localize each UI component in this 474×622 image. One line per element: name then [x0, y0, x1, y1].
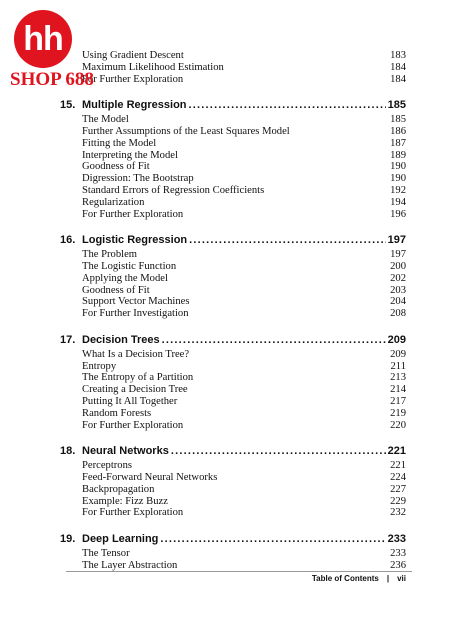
toc-entry[interactable]: [82, 50, 406, 62]
chapter-number: 18.: [60, 445, 76, 458]
toc-entry[interactable]: [82, 62, 406, 74]
entry-title: Perceptrons: [82, 460, 133, 472]
entry-page: 233: [390, 548, 406, 559]
toc-chapter[interactable]: [60, 98, 406, 112]
toc-chapter[interactable]: [60, 233, 406, 247]
toc-entry[interactable]: [82, 197, 406, 209]
entry-title: What Is a Decision Tree?: [82, 348, 190, 360]
chapter-title: Multiple Regression: [82, 99, 187, 112]
toc-entry[interactable]: [82, 460, 406, 472]
entry-title: Applying the Model: [82, 272, 168, 284]
chapter-number: 17.: [60, 334, 76, 346]
entry-page: 190: [390, 161, 406, 173]
entry-title: Support Vector Machines: [82, 296, 190, 308]
entry-title: Fitting the Model: [82, 137, 157, 149]
entry-title: For Further Exploration: [82, 419, 184, 431]
entry-title: Feed-Forward Neural Networks: [82, 472, 218, 483]
entry-page: 217: [390, 396, 406, 407]
toc-entry[interactable]: [82, 296, 406, 308]
entry-page: 192: [390, 185, 406, 196]
entry-page: 194: [390, 196, 406, 208]
toc-entry[interactable]: [82, 185, 406, 197]
entry-page: 200: [390, 261, 406, 272]
footer-page-number: vii: [397, 574, 406, 583]
entry-title: The Model: [82, 114, 129, 126]
entry-page: 224: [390, 472, 406, 483]
toc-entry[interactable]: [82, 285, 406, 297]
entry-page: 229: [390, 495, 406, 507]
toc-entry[interactable]: [82, 173, 406, 185]
toc-entry[interactable]: [82, 308, 406, 320]
shop-logo: [6, 10, 94, 90]
entry-title: The Problem: [82, 249, 138, 261]
toc-entry[interactable]: [82, 496, 406, 508]
entry-page: 184: [390, 61, 406, 73]
toc-entry[interactable]: [82, 372, 406, 384]
toc-entry[interactable]: [82, 472, 406, 484]
entry-page: 220: [390, 419, 406, 431]
chapter-page: 185: [387, 99, 406, 112]
entry-page: 208: [390, 308, 406, 320]
toc-entry[interactable]: [82, 349, 406, 361]
entry-page: 221: [390, 460, 406, 472]
entry-page: 213: [390, 372, 406, 384]
entry-title: Random Forests: [82, 407, 152, 419]
entry-page: 203: [390, 284, 406, 296]
entry-page: 209: [390, 348, 406, 360]
chapter-page: 209: [387, 334, 406, 346]
toc-entry[interactable]: [82, 548, 406, 560]
chapter-title: Deep Learning: [82, 533, 159, 546]
dot-leader: [171, 444, 386, 458]
entry-page: 214: [390, 384, 406, 396]
entry-page: 190: [390, 173, 406, 185]
toc-entry[interactable]: [82, 361, 406, 373]
entry-page: 211: [390, 360, 406, 372]
toc-entry[interactable]: [82, 126, 406, 138]
entry-title: For Further Investigation: [82, 308, 189, 320]
toc-entry[interactable]: [82, 408, 406, 420]
entry-page: 204: [390, 296, 406, 308]
chapter-title: Logistic Regression: [82, 234, 188, 247]
entry-title: Putting It All Together: [82, 396, 178, 407]
toc-entry[interactable]: [82, 396, 406, 408]
page-footer: [312, 574, 406, 583]
entry-page: 187: [390, 137, 406, 149]
dot-leader: [189, 233, 386, 247]
entry-page: 227: [390, 483, 406, 495]
toc-chapter[interactable]: [60, 333, 406, 347]
toc-entry[interactable]: [82, 507, 406, 519]
toc-chapter[interactable]: [60, 532, 406, 546]
entry-title: Goodness of Fit: [82, 161, 150, 173]
entry-title: The Entropy of a Partition: [82, 372, 194, 384]
dot-leader: [162, 333, 386, 347]
logo-shop-text: SHOP 688: [10, 69, 94, 90]
chapter-number: 16.: [60, 234, 76, 247]
entry-title: Interpreting the Model: [82, 149, 178, 161]
entry-title: Digression: The Bootstrap: [82, 173, 194, 185]
entry-title: For Further Exploration: [82, 507, 184, 519]
entry-title: The Logistic Function: [82, 261, 177, 272]
entry-page: 197: [390, 249, 406, 261]
footer-rule: [66, 571, 412, 572]
toc-entry[interactable]: [82, 261, 406, 273]
entry-title: Goodness of Fit: [82, 284, 150, 296]
entry-title: Standard Errors of Regression Coefficients: [82, 185, 265, 196]
entry-page: 196: [390, 208, 406, 220]
chapter-page: 233: [387, 533, 406, 546]
toc-entry[interactable]: [82, 484, 406, 496]
toc-entry[interactable]: [82, 560, 406, 572]
entry-title: Regularization: [82, 196, 145, 208]
toc-entry[interactable]: [82, 138, 406, 150]
entry-title: Backpropagation: [82, 483, 155, 495]
entry-title: The Tensor: [82, 548, 130, 559]
toc-entry[interactable]: [82, 150, 406, 162]
entry-page: 219: [390, 407, 406, 419]
toc-entry[interactable]: [82, 384, 406, 396]
entry-page: 232: [390, 507, 406, 519]
chapter-title: Decision Trees: [82, 334, 160, 346]
entry-page: 186: [390, 126, 406, 137]
entry-page: 185: [390, 114, 406, 126]
entry-page: 236: [390, 559, 406, 571]
toc-entry[interactable]: [82, 273, 406, 285]
entry-title: Entropy: [82, 360, 117, 372]
entry-title: Using Gradient Descent: [82, 50, 184, 61]
logo-badge: [14, 10, 72, 68]
chapter-page: 197: [387, 234, 406, 247]
dot-leader: [160, 532, 385, 546]
entry-title: Further Assumptions of the Least Squares Model: [82, 126, 290, 137]
entry-title: For Further Exploration: [82, 208, 184, 220]
footer-section-title: Table of Contents: [311, 574, 379, 583]
entry-title: Maximum Likelihood Estimation: [82, 61, 224, 73]
logo-badge-text: hh: [23, 19, 63, 58]
chapter-page: 221: [387, 445, 406, 458]
toc-entry[interactable]: [82, 74, 406, 86]
dot-leader: [189, 98, 386, 112]
chapter-number: 15.: [60, 99, 76, 112]
chapter-number: 19.: [60, 533, 76, 546]
entry-title: Creating a Decision Tree: [82, 384, 188, 396]
entry-page: 202: [390, 272, 406, 284]
entry-page: 183: [390, 50, 406, 61]
toc-entry[interactable]: [82, 249, 406, 261]
footer-separator: |: [386, 574, 390, 583]
toc-chapter[interactable]: [60, 444, 406, 458]
entry-page: 184: [390, 73, 406, 85]
entry-title: For Further Exploration: [82, 73, 184, 85]
chapter-title: Neural Networks: [82, 445, 169, 458]
toc-entry[interactable]: [82, 209, 406, 221]
entry-title: The Layer Abstraction: [82, 559, 178, 571]
toc-entry[interactable]: [82, 114, 406, 126]
toc-entry[interactable]: [82, 420, 406, 432]
entry-title: Example: Fizz Buzz: [82, 495, 168, 507]
entry-page: 189: [390, 149, 406, 161]
toc-entry[interactable]: [82, 161, 406, 173]
